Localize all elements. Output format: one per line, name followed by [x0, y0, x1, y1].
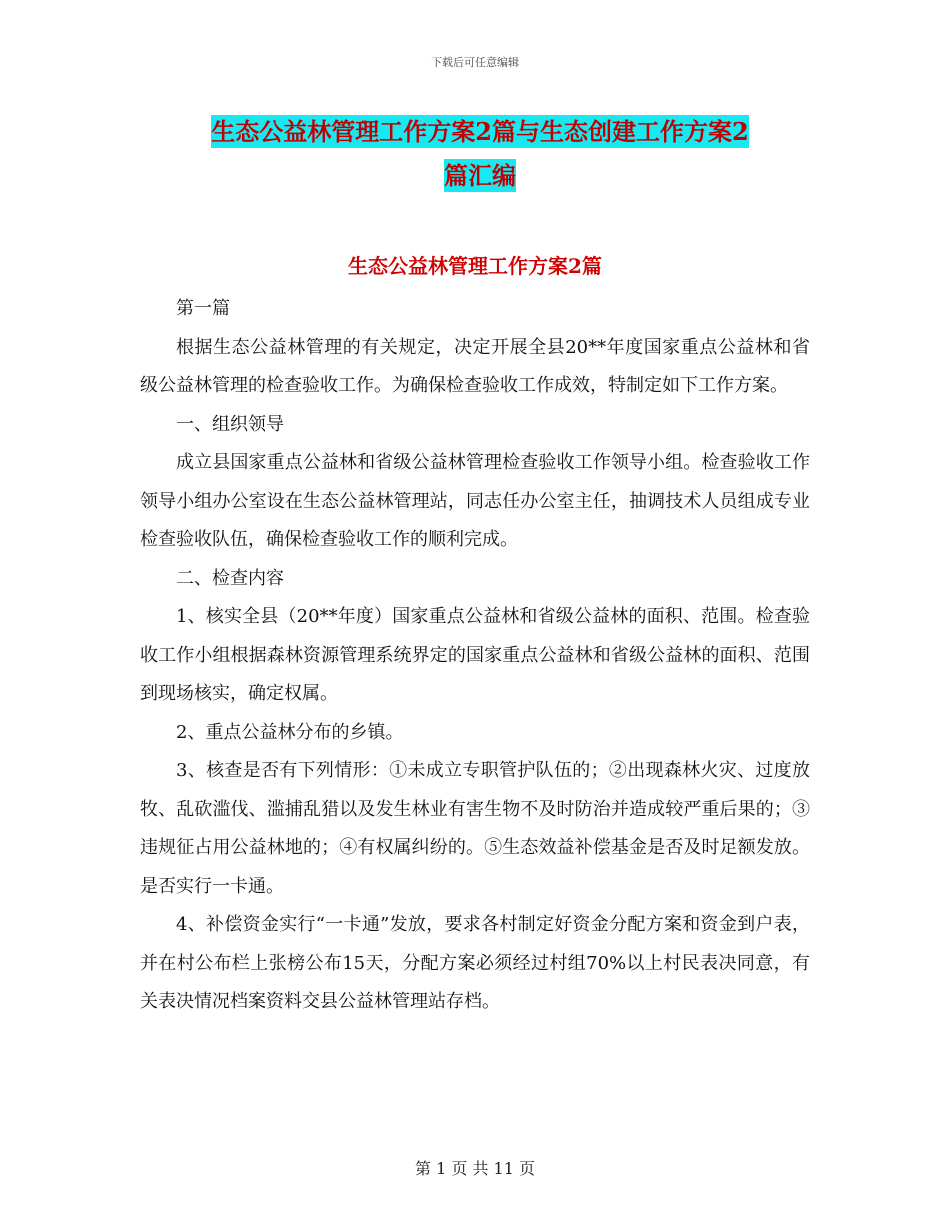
paragraph-item-4: 4、补偿资金实行“一卡通”发放，要求各村制定好资金分配方案和资金到户表，并在村公布栏上张榜公布15天，分配方案必须经过村组70%以上村民表决同意，有关表决情况档案资料交县公益林管理站存档。: [140, 914, 810, 1012]
heading-inspection-content: 二、检查内容: [176, 567, 284, 589]
page-header-note: 下载后可任意编辑: [431, 56, 519, 69]
heading-organization: 一、组织领导: [176, 413, 284, 435]
page-number-footer: 第 1 页 共 11 页: [415, 1159, 535, 1178]
paragraph-item-3: 3、核查是否有下列情形：①未成立专职管护队伍的；②出现森林火灾、过度放牧、乱砍滥伐、滥捕乱猎以及发生林业有害生物不及时防治并造成较严重后果的；③违规征占用公益林地的；④有权属纠纷的。⑤生态效益补偿基金是否及时足额发放。是否实行一卡通。: [140, 760, 810, 897]
paragraph-part-label: 第一篇: [176, 298, 230, 319]
body-content: [140, 290, 810, 1022]
paragraph-organization: 成立县国家重点公益林和省级公益林管理检查验收工作领导小组。检查验收工作领导小组办公室设在生态公益林管理站，同志任办公室主任，抽调技术人员组成专业检查验收队伍，确保检查验收工作的顺利完成。: [140, 452, 810, 550]
document-title-line-2-text: 篇汇编: [444, 161, 516, 190]
document-title-line-1-text: 生态公益林管理工作方案2篇与生态创建工作方案2: [211, 117, 749, 146]
document-title-line-2: [140, 154, 820, 198]
document-title-line-1: [140, 110, 820, 154]
paragraph-intro: 根据生态公益林管理的有关规定，决定开展全县20**年度国家重点公益林和省级公益林管理的检查验收工作。为确保检查验收工作成效，特制定如下工作方案。: [140, 336, 810, 396]
section-title: 生态公益林管理工作方案2篇: [348, 254, 602, 278]
document-title: [140, 110, 820, 198]
paragraph-item-1: 1、核实全县（20**年度）国家重点公益林和省级公益林的面积、范围。检查验收工作小组根据森林资源管理系统界定的国家重点公益林和省级公益林的面积、范围到现场核实，确定权属。: [140, 606, 810, 704]
paragraph-item-2: 2、重点公益林分布的乡镇。: [176, 721, 404, 743]
